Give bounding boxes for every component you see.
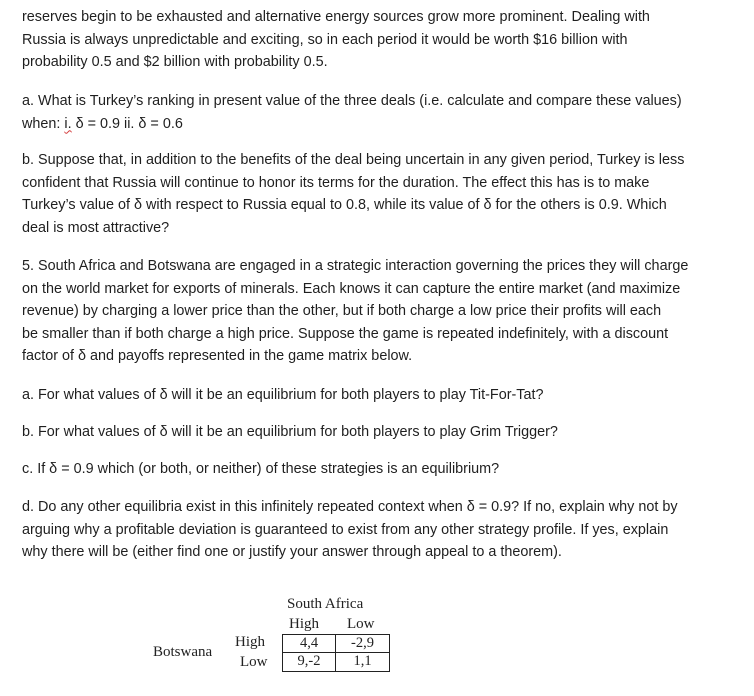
question-5d-line: why there will be (either find one or justify your answer through appeal to a theorem). — [22, 544, 562, 561]
payoff-cell-low-low: 1,1 — [335, 652, 390, 672]
row-strategy-low: Low — [240, 654, 268, 670]
question-b-line: Turkey’s value of δ with respect to Russia equal to 0.8, while its value of δ for the others is 0.9. Which — [22, 197, 667, 214]
question-5c — [22, 458, 732, 481]
question-5d — [22, 496, 732, 564]
question-a-rest: δ = 0.9 ii. δ = 0.6 — [71, 115, 183, 132]
question-5b-text: b. For what values of δ will it be an equilibrium for both players to play Grim Trigger? — [22, 424, 558, 440]
intro-line: Russia is always unpredictable and exciting, so in each period it would be worth $16 billion with — [22, 31, 628, 48]
question-b-line: confident that Russia will continue to honor its terms for the duration. The effect this has is to make — [22, 174, 650, 191]
question-5a-text: a. For what values of δ will it be an equilibrium for both players to play Tit-For-Tat? — [22, 387, 544, 403]
question-5-line: factor of δ and payoffs represented in the game matrix below. — [22, 348, 413, 365]
question-5-line: 5. South Africa and Botswana are engaged in a strategic interaction governing the prices they will charge — [22, 258, 689, 274]
question-a-prefix: when: — [22, 115, 65, 132]
payoff-cell-high-high: 4,4 — [282, 634, 336, 653]
question-5c-text: c. If δ = 0.9 which (or both, or neither) of these strategies is an equilibrium? — [22, 461, 500, 477]
column-strategy-low: Low — [347, 616, 375, 632]
question-5d-line: d. Do any other equilibria exist in this infinitely repeated context when δ = 0.9? If no, explain why not by — [22, 499, 678, 515]
question-5b — [22, 421, 732, 444]
question-5-line: revenue) by charging a lower price than the other, but if both charge a low price their profits will each — [22, 303, 662, 320]
row-strategy-high: High — [235, 634, 265, 650]
question-a-line2 — [22, 113, 732, 136]
intro-paragraph — [22, 6, 732, 74]
question-5d-line: arguing why a profitable deviation is guaranteed to exist from any other strategy profile. If yes, explain — [22, 521, 669, 538]
question-5 — [22, 255, 732, 368]
row-player-label: Botswana — [153, 644, 213, 660]
question-5a — [22, 384, 732, 407]
question-b-line: b. Suppose that, in addition to the benefits of the deal being uncertain in any given period, Turkey is less — [22, 152, 685, 168]
question-b-line: deal is most attractive? — [22, 219, 170, 236]
spellcheck-marked-text: i. — [64, 115, 72, 132]
payoff-cell-low-high: 9,-2 — [282, 652, 336, 672]
column-player-label: South Africa — [287, 596, 364, 612]
question-a — [22, 90, 732, 135]
payoff-cell-high-low: -2,9 — [335, 634, 390, 653]
intro-line: reserves begin to be exhausted and alternative energy sources grow more prominent. Dealing with — [22, 9, 650, 25]
question-b — [22, 149, 732, 239]
question-a-line: a. What is Turkey’s ranking in present value of the three deals (i.e. calculate and compare these values) — [22, 93, 682, 109]
intro-line: probability 0.5 and $2 billion with probability 0.5. — [22, 54, 328, 71]
question-5-line: on the world market for exports of minerals. Each knows it can capture the entire market (and maximize — [22, 280, 681, 297]
column-strategy-high: High — [289, 616, 319, 632]
question-5-line: be smaller than if both charge a high price. Suppose the game is repeated indefinitely, with a discount — [22, 325, 669, 342]
